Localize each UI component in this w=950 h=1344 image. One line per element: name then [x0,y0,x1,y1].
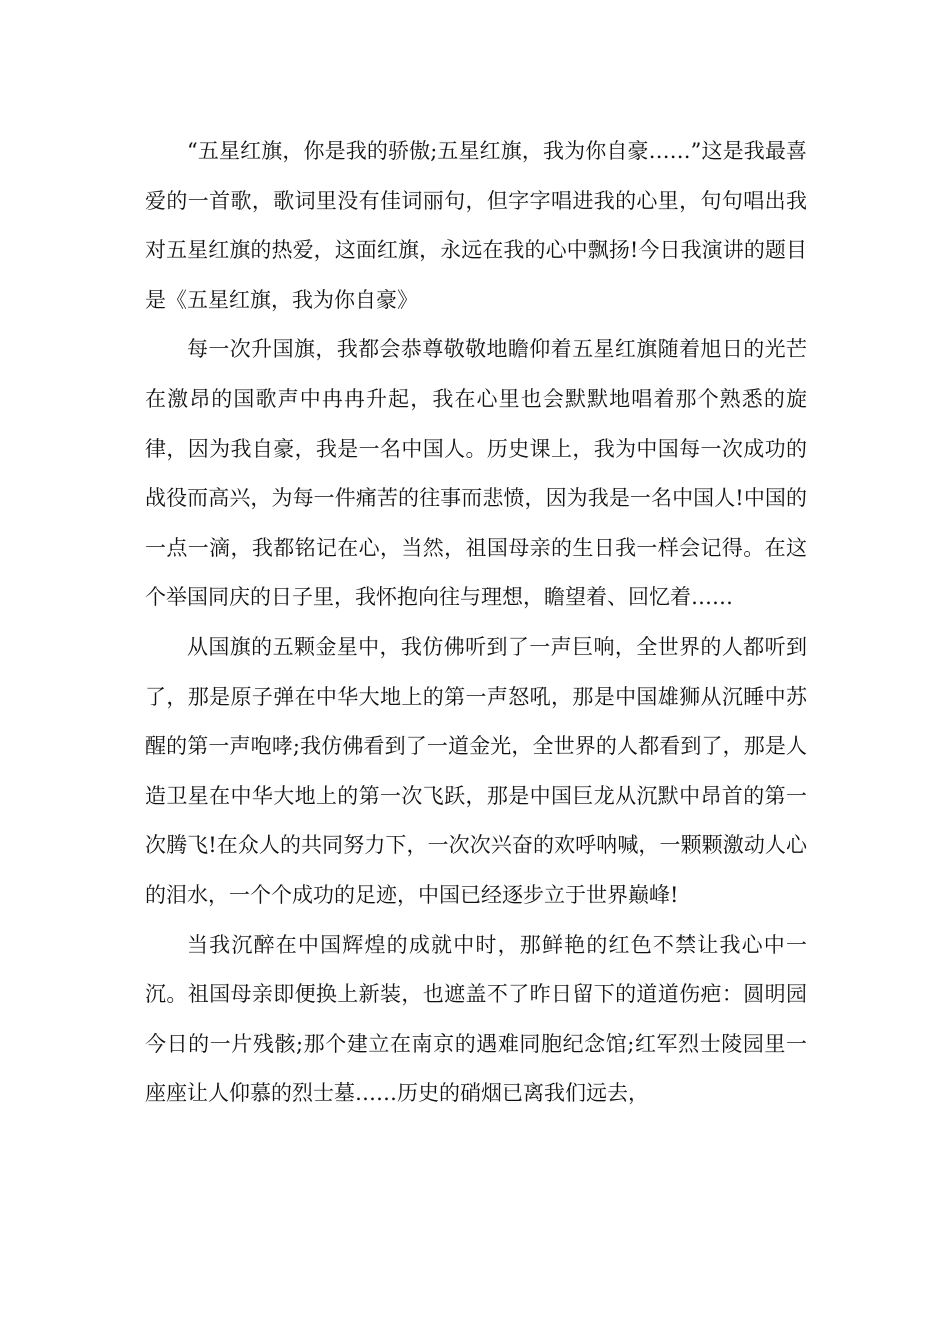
paragraph: “五星红旗，你是我的骄傲;五星红旗，我为你自豪……”这是我最喜爱的一首歌，歌词里没有佳词丽句，但字字唱进我的心里，句句唱出我对五星红旗的热爱，这面红旗，永远在我的心中飘扬!今日我演讲的题目是《五星红旗，我为你自豪》 [145,139,807,312]
paragraph: 当我沉醉在中国辉煌的成就中时，那鲜艳的红色不禁让我心中一沉。祖国母亲即便换上新装，也遮盖不了昨日留下的道道伤疤：圆明园今日的一片残骸;那个建立在南京的遇难同胞纪念馆;红军烈士陵园里一座座让人仰慕的烈士墓……历史的硝烟已离我们远去， [145,932,807,1106]
paragraph: 每一次升国旗，我都会恭尊敬敬地瞻仰着五星红旗随着旭日的光芒在激昂的国歌声中冉冉升起，我在心里也会默默地唱着那个熟悉的旋律，因为我自豪，我是一名中国人。历史课上，我为中国每一次成功的战役而高兴，为每一件痛苦的往事而悲愤，因为我是一名中国人!中国的一点一滴，我都铭记在心，当然，祖国母亲的生日我一样会记得。在这个举国同庆的日子里，我怀抱向往与理想，瞻望着、回忆着…… [145,337,807,610]
paragraph: 从国旗的五颗金星中，我仿佛听到了一声巨响，全世界的人都听到了，那是原子弹在中华大地上的第一声怒吼，那是中国雄狮从沉睡中苏醒的第一声咆哮;我仿佛看到了一道金光，全世界的人都看到了，那是人造卫星在中华大地上的第一次飞跃，那是中国巨龙从沉默中昂首的第一次腾飞!在众人的共同努力下，一次次兴奋的欢呼呐喊，一颗颗激动人心的泪水，一个个成功的足迹，中国已经逐步立于世界巅峰! [145,634,807,907]
document-body [145,127,807,1119]
